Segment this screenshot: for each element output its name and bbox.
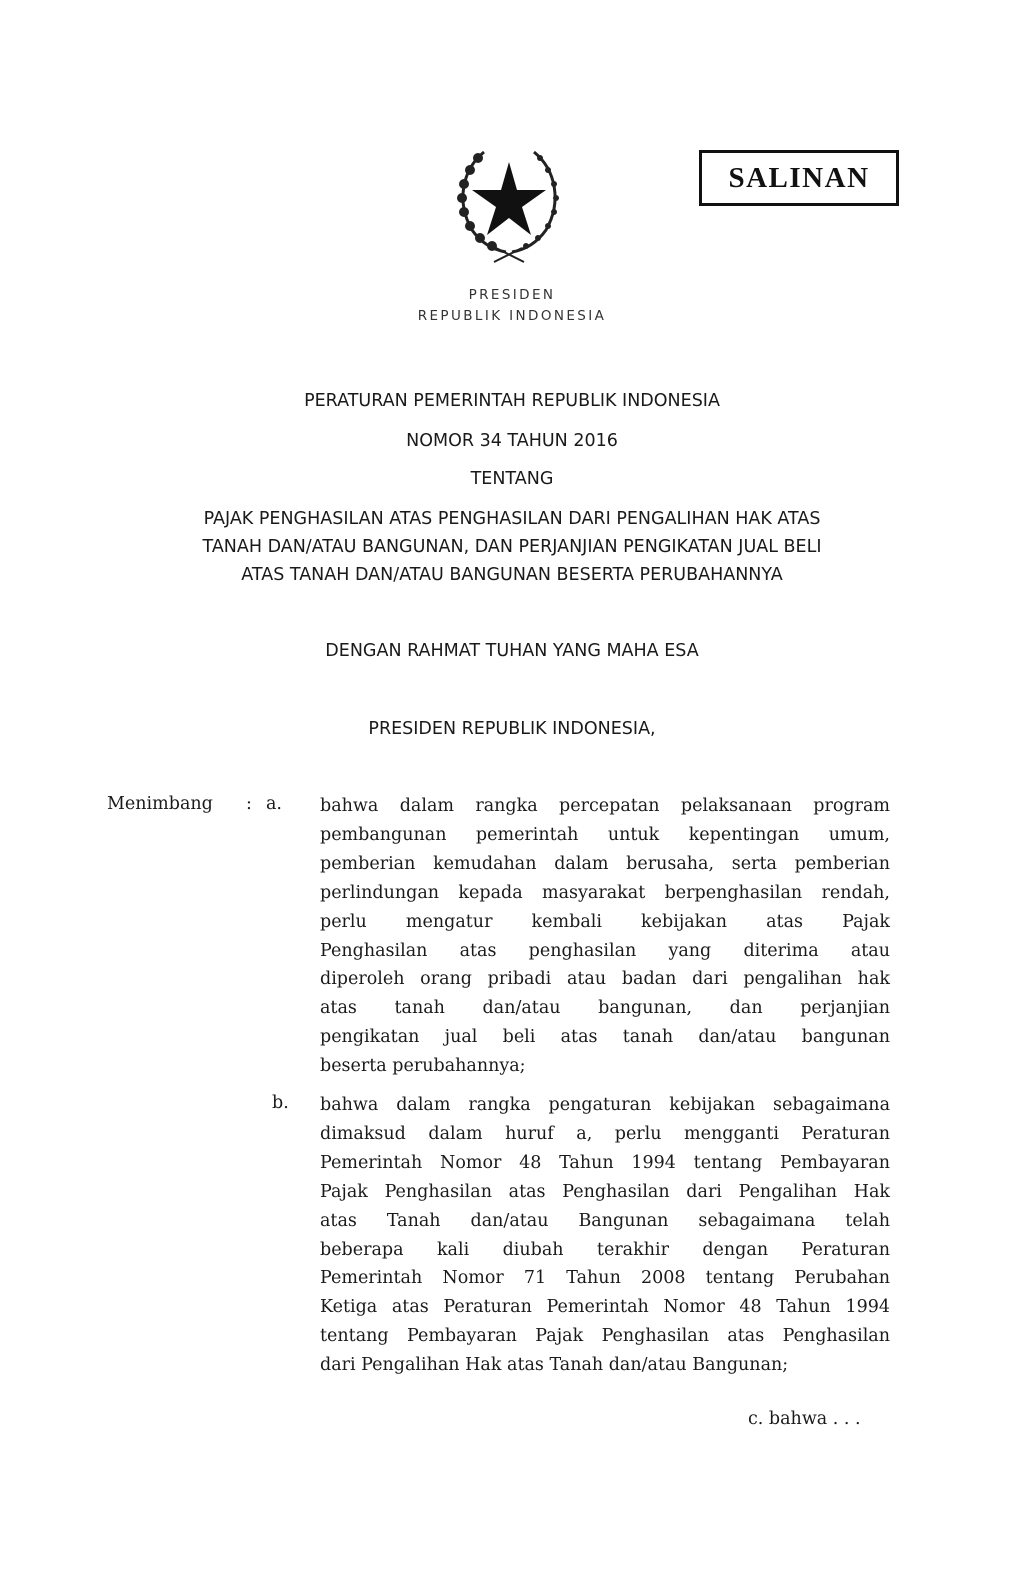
paragraph-line: pengikatan jual beli atas tanah dan/atau bangunan <box>320 1027 890 1048</box>
paragraph-line: perlu mengatur kembali kebijakan atas Pajak <box>320 911 890 932</box>
regulation-about: TENTANG <box>470 469 554 489</box>
paragraph-line: Pemerintah Nomor 71 Tahun 2008 tentang Perubahan <box>320 1268 890 1289</box>
garuda-star-emblem-icon <box>444 140 574 264</box>
paragraph-line: atas Tanah dan/atau Bangunan sebagaimana telah <box>320 1210 890 1231</box>
paragraph-line: perlindungan kepada masyarakat berpenghasilan rendah, <box>320 882 890 903</box>
paragraph-line: beberapa kali diubah terakhir dengan Peraturan <box>320 1239 890 1260</box>
page-continuation: c. bahwa . . . <box>748 1409 861 1429</box>
paragraph-line: pembangunan pemerintah untuk kepentingan umum, <box>320 824 890 845</box>
salinan-stamp <box>699 150 899 206</box>
consideration-a <box>320 792 890 1081</box>
paragraph-line: tentang Pembayaran Pajak Penghasilan atas Penghasilan <box>320 1326 890 1347</box>
regulation-number: NOMOR 34 TAHUN 2016 <box>406 431 618 451</box>
invocation: DENGAN RAHMAT TUHAN YANG MAHA ESA <box>325 641 699 661</box>
paragraph-line: beserta perubahannya; <box>320 1056 526 1077</box>
paragraph-line: Ketiga atas Peraturan Pemerintah Nomor 48 Tahun 1994 <box>320 1297 890 1318</box>
considering-colon: : <box>246 794 252 814</box>
paragraph-line: pemberian kemudahan dalam berusaha, serta pemberian <box>320 853 890 874</box>
item-letter-a: a. <box>266 794 282 814</box>
stamp-label: SALINAN <box>728 161 870 194</box>
regulation-subject-line-2: TANAH DAN/ATAU BANGUNAN, DAN PERJANJIAN PENGIKATAN JUAL BELI <box>202 537 822 557</box>
paragraph-line: diperoleh orang pribadi atau badan dari pengalihan hak <box>320 969 890 990</box>
office-line-1: PRESIDEN <box>468 287 556 303</box>
paragraph-line: bahwa dalam rangka percepatan pelaksanaan program <box>320 796 890 816</box>
authority: PRESIDEN REPUBLIK INDONESIA, <box>368 719 656 739</box>
paragraph-line: Pajak Penghasilan atas Penghasilan dari Pengalihan Hak <box>320 1181 890 1202</box>
regulation-title: PERATURAN PEMERINTAH REPUBLIK INDONESIA <box>304 391 720 411</box>
paragraph-line: Penghasilan atas penghasilan yang diterima atau <box>320 940 890 961</box>
paragraph-line: bahwa dalam rangka pengaturan kebijakan sebagaimana <box>320 1095 890 1115</box>
paragraph-line: dimaksud dalam huruf a, perlu mengganti Peraturan <box>320 1123 890 1144</box>
regulation-subject-line-3: ATAS TANAH DAN/ATAU BANGUNAN BESERTA PERUBAHANNYA <box>241 565 783 585</box>
paragraph-line: dari Pengalihan Hak atas Tanah dan/atau Bangunan; <box>320 1355 789 1376</box>
item-letter-b: b. <box>272 1093 289 1113</box>
paragraph-line: Pemerintah Nomor 48 Tahun 1994 tentang Pembayaran <box>320 1152 890 1173</box>
office-line-2: REPUBLIK INDONESIA <box>417 308 607 324</box>
consideration-b <box>320 1091 890 1380</box>
paragraph-line: atas tanah dan/atau bangunan, dan perjanjian <box>320 998 890 1019</box>
regulation-subject-line-1: PAJAK PENGHASILAN ATAS PENGHASILAN DARI PENGALIHAN HAK ATAS <box>203 509 821 529</box>
considering-label: Menimbang <box>107 794 213 814</box>
